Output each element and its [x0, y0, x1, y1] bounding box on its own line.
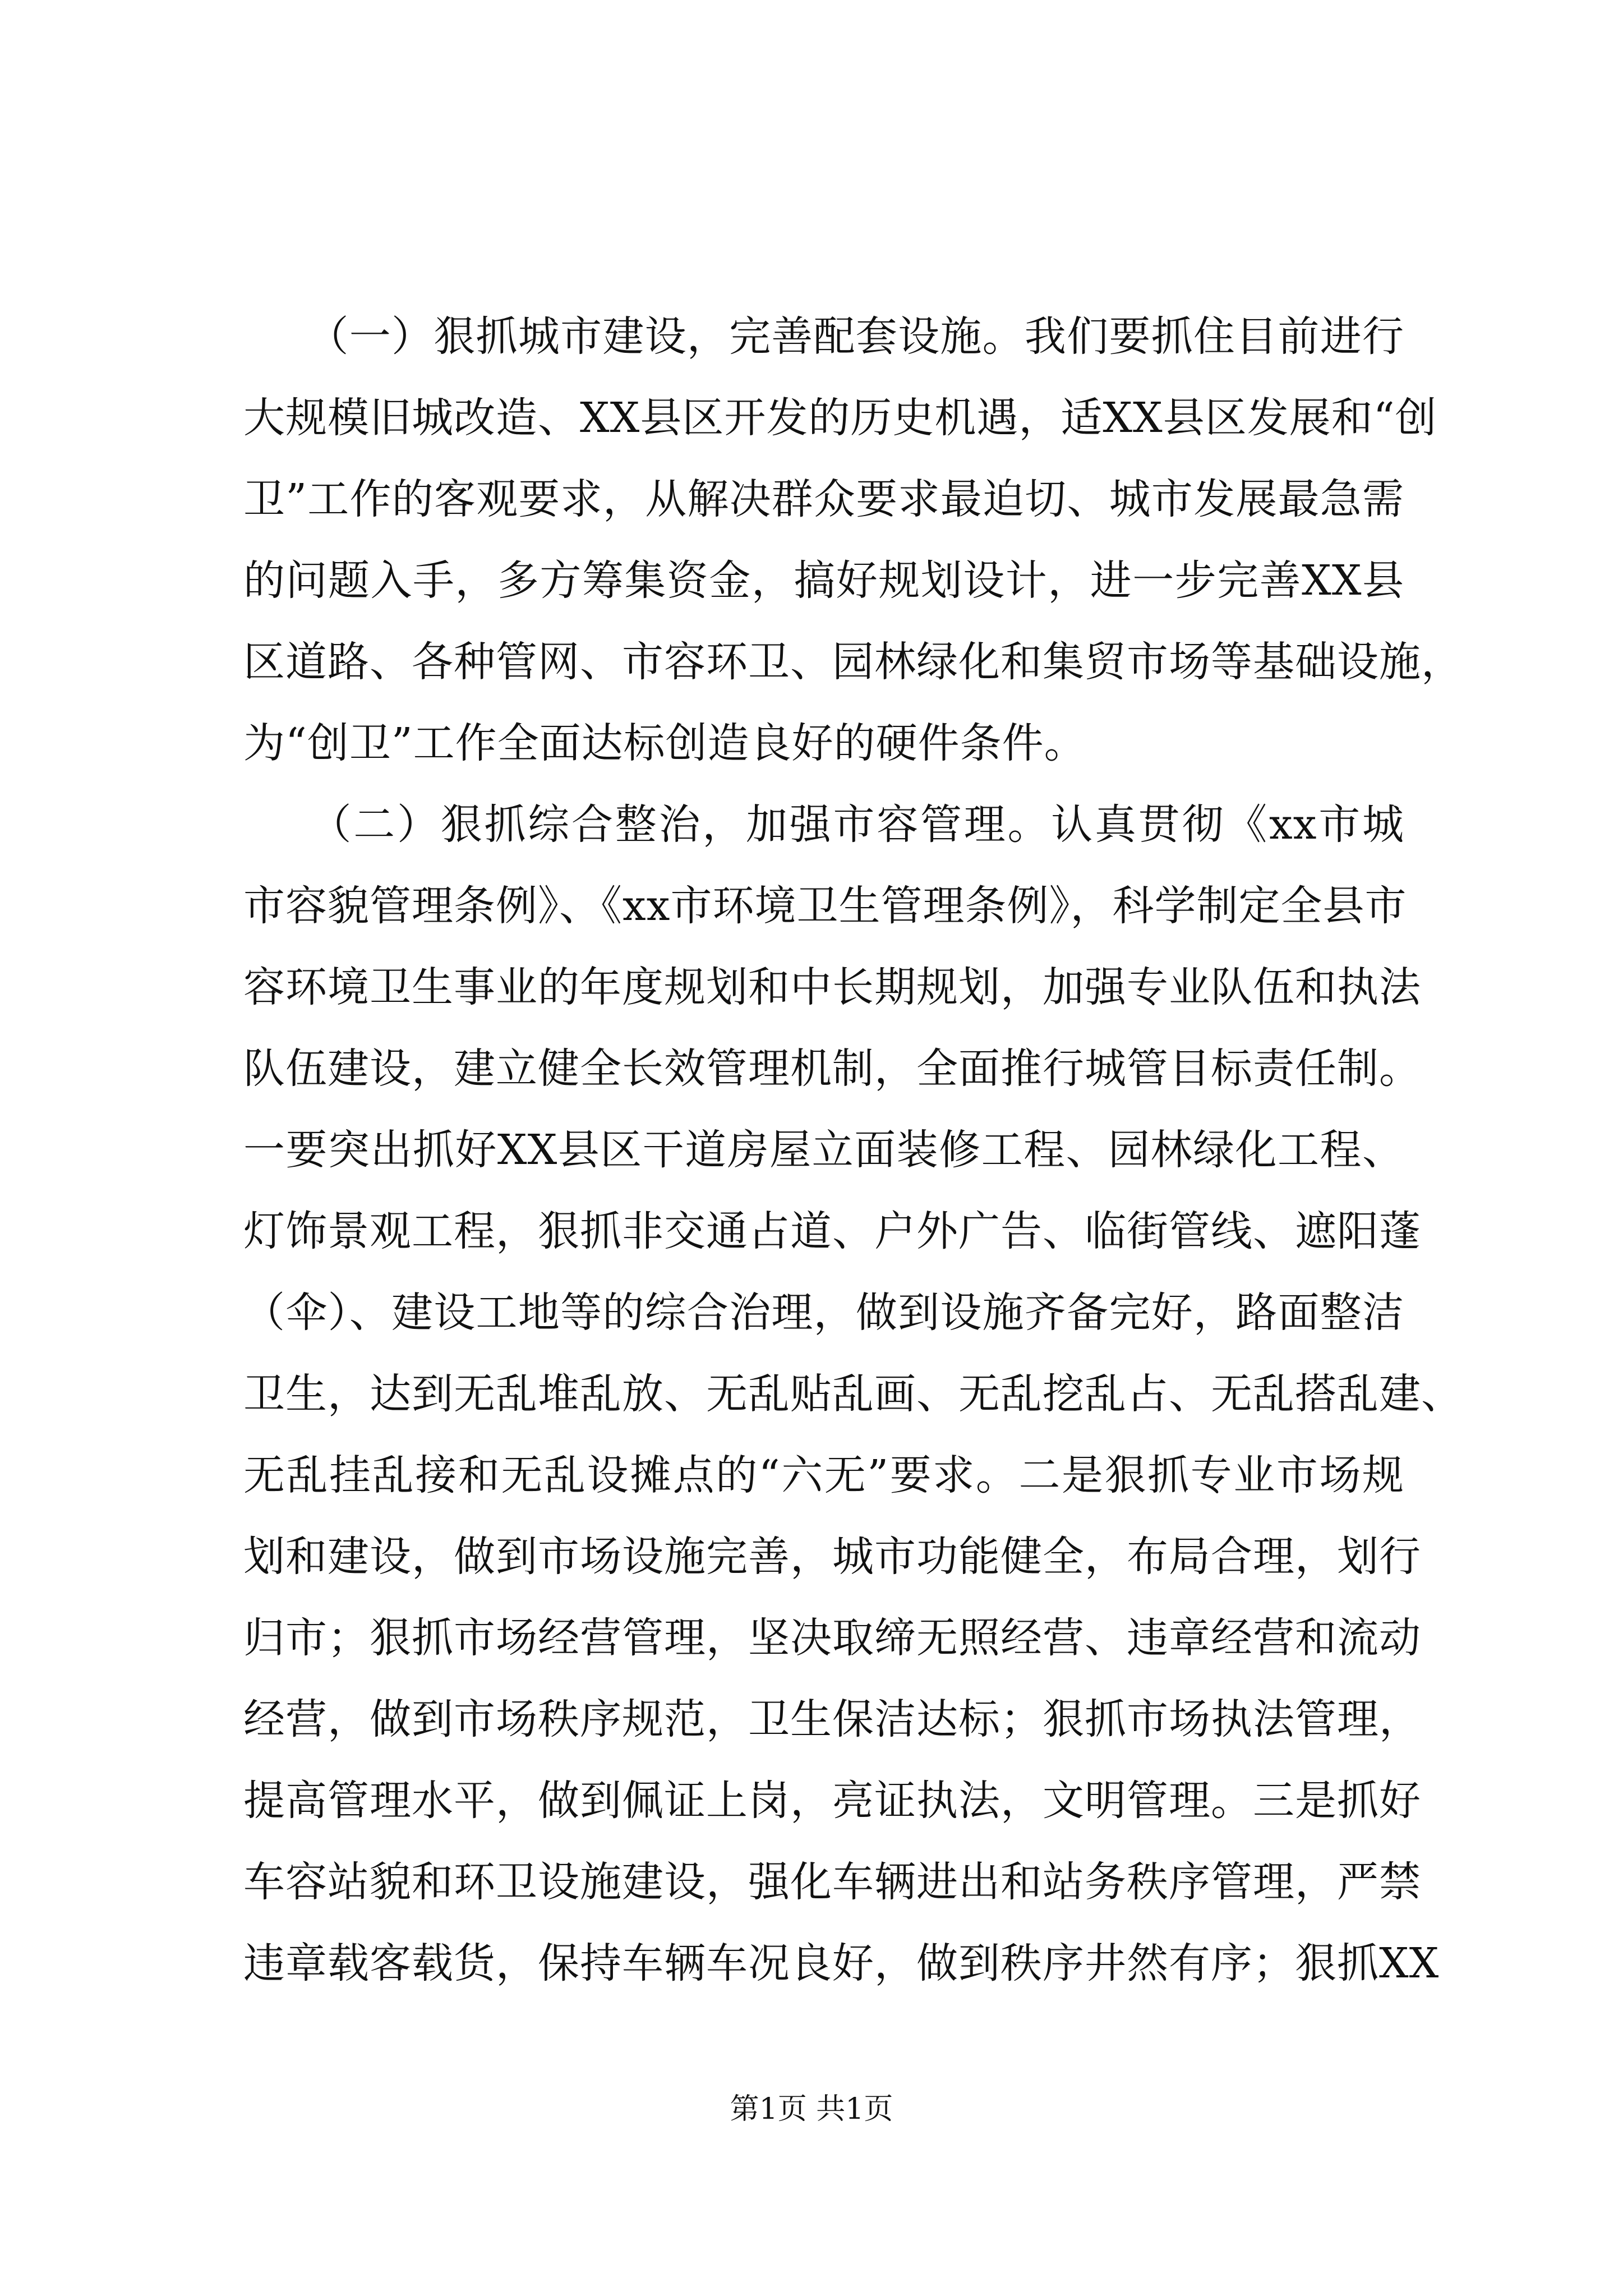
text-line: 区道路、各种管网、市容环卫、园林绿化和集贸市场等基础设施， [243, 638, 1463, 686]
text-line: 提高管理水平，做到佩证上岗，亮证执法，文明管理。三是抓好 [243, 1777, 1421, 1825]
text-line: 一要突出抓好XX县区干道房屋立面装修工程、园林绿化工程、 [243, 1126, 1404, 1174]
text-line: 违章载客载货，保持车辆车况良好，做到秩序井然有序；狠抓XX [243, 1939, 1440, 1987]
text-line: 无乱挂乱接和无乱设摊点的“六无”要求。二是狠抓专业市场规 [243, 1451, 1404, 1499]
text-line: 经营，做到市场秩序规范，卫生保洁达标；狠抓市场执法管理， [243, 1695, 1421, 1743]
text-line: 卫”工作的客观要求，从解决群众要求最迫切、城市发展最急需 [243, 475, 1404, 523]
text-line: （二）狠抓综合整治，加强市容管理。认真贯彻《xx市城 [243, 800, 1404, 849]
text-line: 归市；狠抓市场经营管理，坚决取缔无照经营、违章经营和流动 [243, 1614, 1421, 1662]
text-line: 容环境卫生事业的年度规划和中长期规划，加强专业队伍和执法 [243, 963, 1421, 1011]
page-number-label: 第1页 共1页 [730, 2092, 893, 2126]
text-line: 卫生，达到无乱堆乱放、无乱贴乱画、无乱挖乱占、无乱搭乱建、 [243, 1370, 1463, 1418]
text-line: 灯饰景观工程，狠抓非交通占道、户外广告、临街管线、遮阳蓬 [243, 1207, 1421, 1255]
text-line: 市容貌管理条例》、《xx市环境卫生管理条例》，科学制定全县市 [243, 882, 1407, 930]
document-body [243, 296, 1463, 2004]
text-line: （伞）、建设工地等的综合治理，做到设施齐备完好，路面整洁 [243, 1289, 1404, 1337]
text-line: 划和建设，做到市场设施完善，城市功能健全，布局合理，划行 [243, 1533, 1421, 1581]
text-line: 大规模旧城改造、XX县区开发的历史机遇，适XX县区发展和“创 [243, 394, 1437, 442]
text-line: 车容站貌和环卫设施建设，强化车辆进出和站务秩序管理，严禁 [243, 1858, 1421, 1906]
text-line: 队伍建设，建立健全长效管理机制，全面推行城管目标责任制。 [243, 1045, 1421, 1093]
text-line: （一）狠抓城市建设，完善配套设施。我们要抓住目前进行 [243, 312, 1404, 361]
text-line: 为“创卫”工作全面达标创造良好的硬件条件。 [243, 719, 1086, 767]
page-footer [0, 2090, 1623, 2129]
text-line: 的问题入手，多方筹集资金，搞好规划设计，进一步完善XX县 [243, 556, 1404, 605]
